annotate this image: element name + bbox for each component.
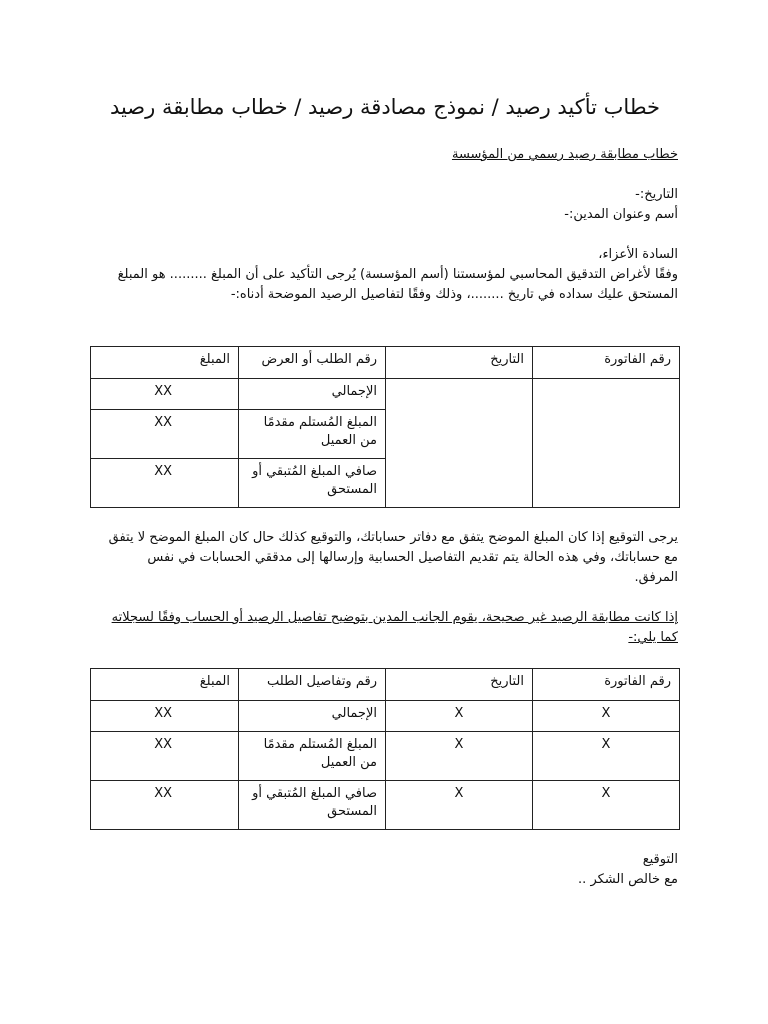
sign-note-line-1: يرجى التوقيع إذا كان المبلغ الموضح يتفق مع دفاتر حساباتك، والتوقيع كذلك حال كان المبلغ الموضح لا يتفق [108, 530, 678, 545]
row-amount: XX [91, 732, 239, 781]
table-row [91, 379, 680, 410]
closing-text: مع خالص الشكر .. [578, 872, 678, 887]
date-cell: X [386, 781, 533, 830]
header-amount: المبلغ [91, 669, 239, 701]
closing-block [90, 850, 678, 890]
invoice-cell: X [533, 732, 680, 781]
invoice-cell: X [533, 781, 680, 830]
header-order-details: رقم وتفاصيل الطلب [239, 669, 386, 701]
invoice-cell: X [533, 701, 680, 732]
debtor-label: أسم وعنوان المدين:- [564, 207, 678, 222]
greeting: السادة الأعزاء، [598, 247, 678, 262]
date-field [90, 185, 678, 225]
table-row [91, 701, 680, 732]
balance-table [90, 346, 680, 508]
document-subtitle: خطاب مطابقة رصيد رسمي من المؤسسة [451, 147, 678, 162]
sign-note-line-2: مع حساباتك، وفي هذه الحالة يتم تقديم التفاصيل الحسابية وإرسالها إلى مدققي الحسابات في نفس [147, 550, 678, 565]
table-row [91, 781, 680, 830]
row-amount: XX [91, 410, 239, 459]
incorrect-balance-note [90, 608, 678, 648]
date-cell-empty [386, 379, 533, 508]
date-cell: X [386, 732, 533, 781]
table-row [91, 732, 680, 781]
row-amount: XX [91, 781, 239, 830]
row-label: المبلغ المُستلم مقدمًا من العميل [239, 732, 386, 781]
signature-label: التوقيع [642, 852, 678, 867]
date-label: التاريخ:- [635, 187, 678, 202]
incorrect-line-1: إذا كانت مطابقة الرصيد غير صحيحة، يقوم الجانب المدين بتوضيح تفاصيل الرصيد أو الحساب وفقًا لسجلاته [111, 610, 678, 625]
intro-paragraph [90, 245, 678, 305]
table-header-row [91, 347, 680, 379]
header-invoice-number: رقم الفاتورة [533, 347, 680, 379]
row-amount: XX [91, 379, 239, 410]
row-amount: XX [91, 459, 239, 508]
row-label: صافي المبلغ المُتبقي أو المستحق [239, 781, 386, 830]
row-label: الإجمالي [239, 701, 386, 732]
date-cell: X [386, 701, 533, 732]
header-date: التاريخ [386, 669, 533, 701]
incorrect-line-2: كما يلي:- [628, 630, 678, 645]
header-amount: المبلغ [91, 347, 239, 379]
header-invoice-number: رقم الفاتورة [533, 669, 680, 701]
intro-line-1: وفقًا لأغراض التدقيق المحاسبي لمؤسستنا (أسم المؤسسة) يُرجى التأكيد على أن المبلغ ......... هو المبلغ [117, 267, 678, 282]
row-label: الإجمالي [239, 379, 386, 410]
sign-note-line-3: المرفق. [634, 570, 678, 585]
invoice-cell-empty [533, 379, 680, 508]
correction-table [90, 668, 680, 830]
row-label: صافي المبلغ المُتبقي أو المستحق [239, 459, 386, 508]
table-header-row [91, 669, 680, 701]
header-date: التاريخ [386, 347, 533, 379]
header-order-number: رقم الطلب أو العرض [239, 347, 386, 379]
signature-note [90, 528, 678, 588]
row-label: المبلغ المُستلم مقدمًا من العميل [239, 410, 386, 459]
intro-line-2: المستحق عليك سداده في تاريخ ........، وذلك وفقًا لتفاصيل الرصيد الموضحة أدناه:- [230, 287, 678, 302]
row-amount: XX [91, 701, 239, 732]
document-title: خطاب تأكيد رصيد / نموذج مصادقة رصيد / خطاب مطابقة رصيد [109, 95, 661, 119]
